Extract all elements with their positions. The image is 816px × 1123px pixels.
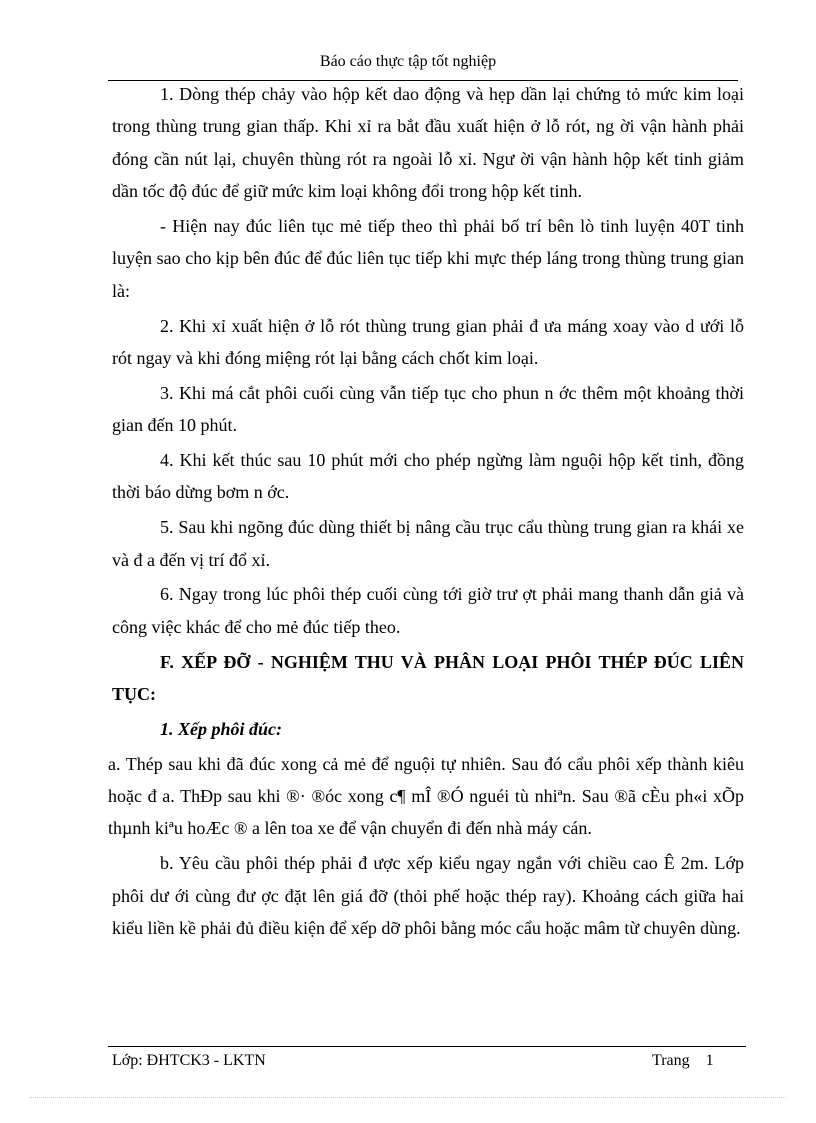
page-header-title: Báo cáo thực tập tốt nghiệp (319, 53, 497, 70)
document-body (108, 78, 744, 947)
paragraph-2: - Hiện nay đúc liên tục mẻ tiếp theo thì phải bố trí bên lò tinh luyện 40T tinh luyện sao cho kịp bên đúc để đúc liên tục tiếp khi mực thép láng trong thùng trung gian là: (112, 216, 744, 301)
paragraph-3: 2. Khi xỉ xuất hiện ở lỗ rót thùng trung gian phải đ ưa máng xoay vào d ưới lỗ rót ngay và khi đóng miệng rót lại bằng cách chốt kim loại. (112, 315, 744, 369)
paragraph-8: a. Thép sau khi đã đúc xong cả mẻ để nguội tự nhiên. Sau đó cẩu phôi xếp thành kiêu hoặc đ a. ThÐp sau khi ®· ®óc xong c¶ mÎ ®Ó nguéi tù nhiªn. Sau ®ã cÈu ph«i xÕp thµnh kiªu hoÆc ® a lên toa xe để vận chuyển đi đến nhà máy cán. (108, 753, 744, 839)
paragraph-4: 3. Khi má cắt phôi cuối cùng vẫn tiếp tục cho phun n ớc thêm một khoảng thời gian đến 10 phút. (112, 382, 744, 436)
footer-divider (108, 1046, 746, 1047)
subheading-xep-phoi: 1. Xếp phôi đúc: (160, 718, 283, 739)
page-bottom-dotted-line (30, 1097, 786, 1098)
footer-page-number: Trang 1 (652, 1052, 714, 1069)
paragraph-5: 4. Khi kết thúc sau 10 phút mới cho phép ngừng làm nguội hộp kết tinh, đồng thời báo dừng bơm n ớc. (112, 450, 744, 503)
paragraph-7: 6. Ngay trong lúc phôi thép cuối cùng tới giờ trư ợt phải mang thanh dẫn giả và công việc khác để cho mẻ đúc tiếp theo. (112, 584, 744, 637)
paragraph-1: 1. Dòng thép chảy vào hộp kết dao động và hẹp dần lại chứng tỏ mức kim loại trong thùng trung gian thấp. Khi xỉ ra bắt đầu xuất hiện ở lỗ rót, ng ời vận hành phải đóng cần nút lại, chuyên thùng rót ra ngoài lỗ xỉ. Ngư ời vận hành hộp kết tinh giảm dần tốc độ đúc để giữ mức kim loại không đổi trong hộp kết tinh. (112, 84, 744, 202)
section-heading-f: F. XẾP ĐỠ - NGHIỆM THU VÀ PHÂN LOẠI PHÔI THÉP ĐÚC LIÊN TỤC: (112, 651, 744, 705)
paragraph-9: b. Yêu cầu phôi thép phải đ ược xếp kiểu ngay ngắn với chiều cao Ê 2m. Lớp phôi dư ới cùng đư ợc đặt lên giá đỡ (thỏi phế hoặc thép ray). Khoảng cách giữa hai kiểu liền kề phải đủ điều kiện để xếp dỡ phôi bằng móc cẩu hoặc mâm từ chuyên dùng. (112, 853, 744, 939)
paragraph-6: 5. Sau khi ngõng đúc dùng thiết bị nâng cầu trục cẩu thùng trung gian ra khái xe và đ a đến vị trí đổ xỉ. (112, 517, 744, 570)
footer-class-label: Lớp: ĐHTCK3 - LKTN (112, 1052, 266, 1069)
